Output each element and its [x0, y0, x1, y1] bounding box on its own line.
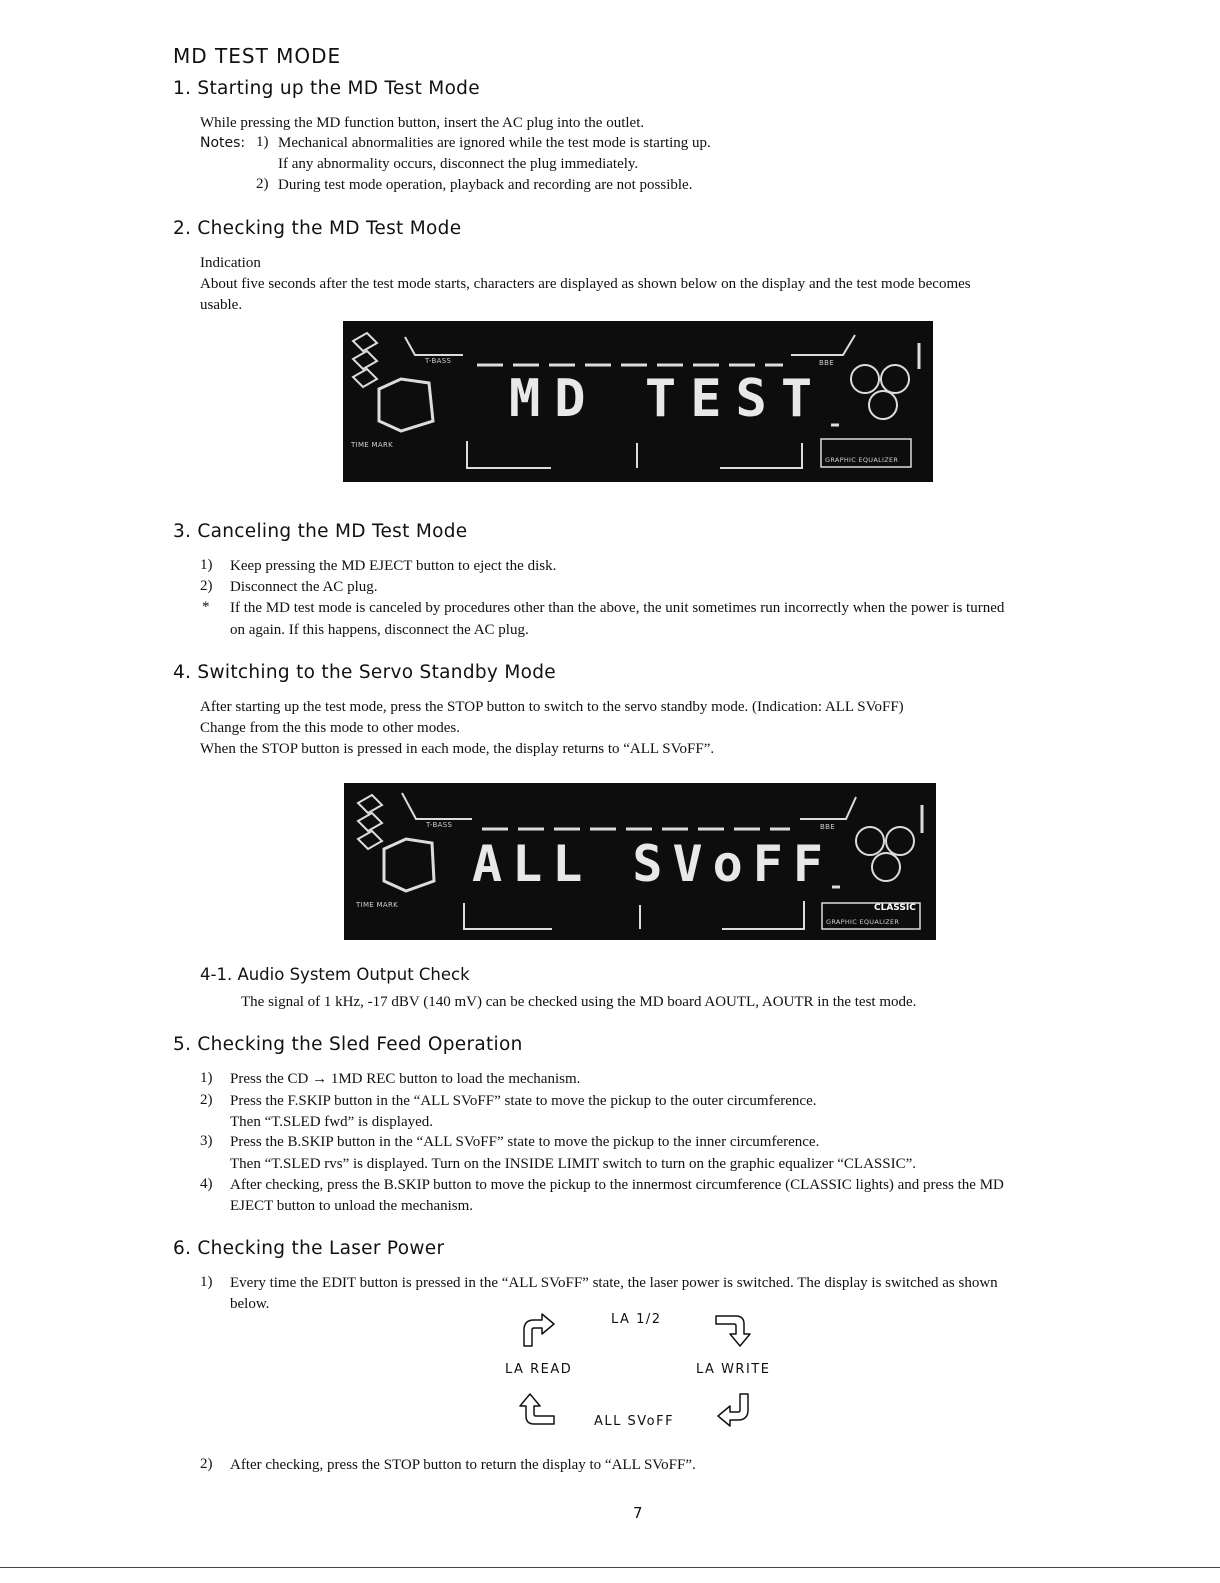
page-number: 7 — [633, 1504, 643, 1522]
s2-line-1: About five seconds after the test mode starts, characters are displayed as shown below on the display and the test mode becomes — [200, 276, 971, 292]
s5-item-3-line-1: Press the B.SKIP button in the “ALL SVoFF” state to move the pickup to the inner circumference. — [230, 1134, 820, 1150]
arrow-down-left-icon — [714, 1392, 754, 1428]
s1-text: While pressing the MD function button, insert the AC plug into the outlet. — [200, 115, 645, 131]
arrow-up-right-icon — [518, 1312, 558, 1348]
lcd-display-md-test — [343, 321, 933, 482]
arrow-right-down-icon — [714, 1312, 754, 1350]
s6-item-2: After checking, press the STOP button to return the display to “ALL SVoFF”. — [230, 1457, 696, 1473]
note-2-text: During test mode operation, playback and recording are not possible. — [278, 177, 693, 193]
s3-item-2: Disconnect the AC plug. — [230, 579, 378, 595]
s6-item-1-line-2: below. — [230, 1296, 270, 1312]
s4-line-1: After starting up the test mode, press the STOP button to switch to the servo standby mode. (Indication: ALL SVoFF) — [200, 699, 904, 715]
arrow-left-up-icon — [516, 1390, 558, 1428]
section-4-1-heading: 4-1. Audio System Output Check — [200, 965, 470, 984]
lcd-2-bbe: BBE — [820, 823, 835, 831]
lcd-1-bbe: BBE — [819, 359, 834, 367]
section-5-heading: 5. Checking the Sled Feed Operation — [173, 1034, 523, 1055]
s6-item-1-number: 1) — [200, 1274, 213, 1290]
s5-item-1-number: 1) — [200, 1070, 213, 1086]
section-6-heading: 6. Checking the Laser Power — [173, 1238, 445, 1259]
note-1-line-1: Mechanical abnormalities are ignored while the test mode is starting up. — [278, 135, 711, 151]
s5-item-3-line-2: Then “T.SLED rvs” is displayed. Turn on the INSIDE LIMIT switch to turn on the graphic equalizer “CLASSIC”. — [230, 1156, 916, 1172]
s5-item-2-number: 2) — [200, 1092, 213, 1108]
s2-indication: Indication — [200, 255, 261, 271]
s5-item-1: Press the CD → 1MD REC button to load the mechanism. — [230, 1071, 581, 1087]
lcd-1-graphic-equalizer: GRAPHIC EQUALIZER — [825, 456, 899, 464]
lcd-2-timemark: TIME MARK — [356, 901, 399, 909]
lcd-1-tbass: T-BASS — [425, 357, 452, 365]
section-4-heading: 4. Switching to the Servo Standby Mode — [173, 662, 556, 683]
page-title: MD TEST MODE — [173, 44, 342, 68]
lcd-1-timemark: TIME MARK — [351, 441, 394, 449]
s41-text: The signal of 1 kHz, -17 dBV (140 mV) can be checked using the MD board AOUTL, AOUTR in the test mode. — [241, 994, 917, 1010]
note-1-number: 1) — [256, 134, 269, 150]
s4-line-2: Change from the this mode to other modes. — [200, 720, 460, 736]
s5-item-4-line-1: After checking, press the B.SKIP button to move the pickup to the innermost circumference (CLASSIC lights) and press the MD — [230, 1177, 1004, 1193]
s3-item-1-number: 1) — [200, 557, 213, 573]
s4-line-3: When the STOP button is pressed in each mode, the display returns to “ALL SVoFF”. — [200, 741, 715, 757]
s3-item-3-bullet: * — [202, 599, 210, 615]
s5-item-4-number: 4) — [200, 1176, 213, 1192]
cycle-left-label: LA READ — [505, 1362, 573, 1377]
s6-item-2-number: 2) — [200, 1456, 213, 1472]
cycle-right-label: LA WRITE — [696, 1362, 771, 1377]
s5-item-2-line-2: Then “T.SLED fwd” is displayed. — [230, 1114, 434, 1130]
lcd-2-graphic-equalizer: GRAPHIC EQUALIZER — [826, 918, 900, 926]
s5-item-3-number: 3) — [200, 1133, 213, 1149]
lcd-2-tbass: T-BASS — [426, 821, 453, 829]
s5-item-4-line-2: EJECT button to unload the mechanism. — [230, 1198, 474, 1214]
note-2-number: 2) — [256, 176, 269, 192]
section-1-heading: 1. Starting up the MD Test Mode — [173, 78, 480, 99]
cycle-top-label: LA 1/2 — [611, 1312, 662, 1327]
page-bottom-divider — [0, 1567, 1220, 1568]
lcd-2-main-text: ALL SVoFF — [472, 835, 833, 893]
section-2-heading: 2. Checking the MD Test Mode — [173, 218, 462, 239]
note-1-line-2: If any abnormality occurs, disconnect the plug immediately. — [278, 156, 639, 172]
lcd-1-main-text: MD TEST — [509, 369, 827, 429]
s3-item-2-number: 2) — [200, 578, 213, 594]
s6-item-1-line-1: Every time the EDIT button is pressed in the “ALL SVoFF” state, the laser power is switched. The display is switched as shown — [230, 1275, 998, 1291]
s5-item-2-line-1: Press the F.SKIP button in the “ALL SVoFF” state to move the pickup to the outer circumference. — [230, 1093, 817, 1109]
s3-item-3-line-2: on again. If this happens, disconnect the AC plug. — [230, 622, 529, 638]
notes-label: Notes: — [200, 135, 246, 151]
s3-item-1: Keep pressing the MD EJECT button to eject the disk. — [230, 558, 557, 574]
lcd-2-classic: CLASSIC — [874, 903, 916, 913]
s2-line-2: usable. — [200, 297, 243, 313]
cycle-bottom-label: ALL SVoFF — [594, 1414, 675, 1429]
lcd-display-all-svoff — [344, 783, 936, 940]
s3-item-3-line-1: If the MD test mode is canceled by procedures other than the above, the unit sometimes run incorrectly when the power is turned — [230, 600, 1005, 616]
section-3-heading: 3. Canceling the MD Test Mode — [173, 521, 468, 542]
